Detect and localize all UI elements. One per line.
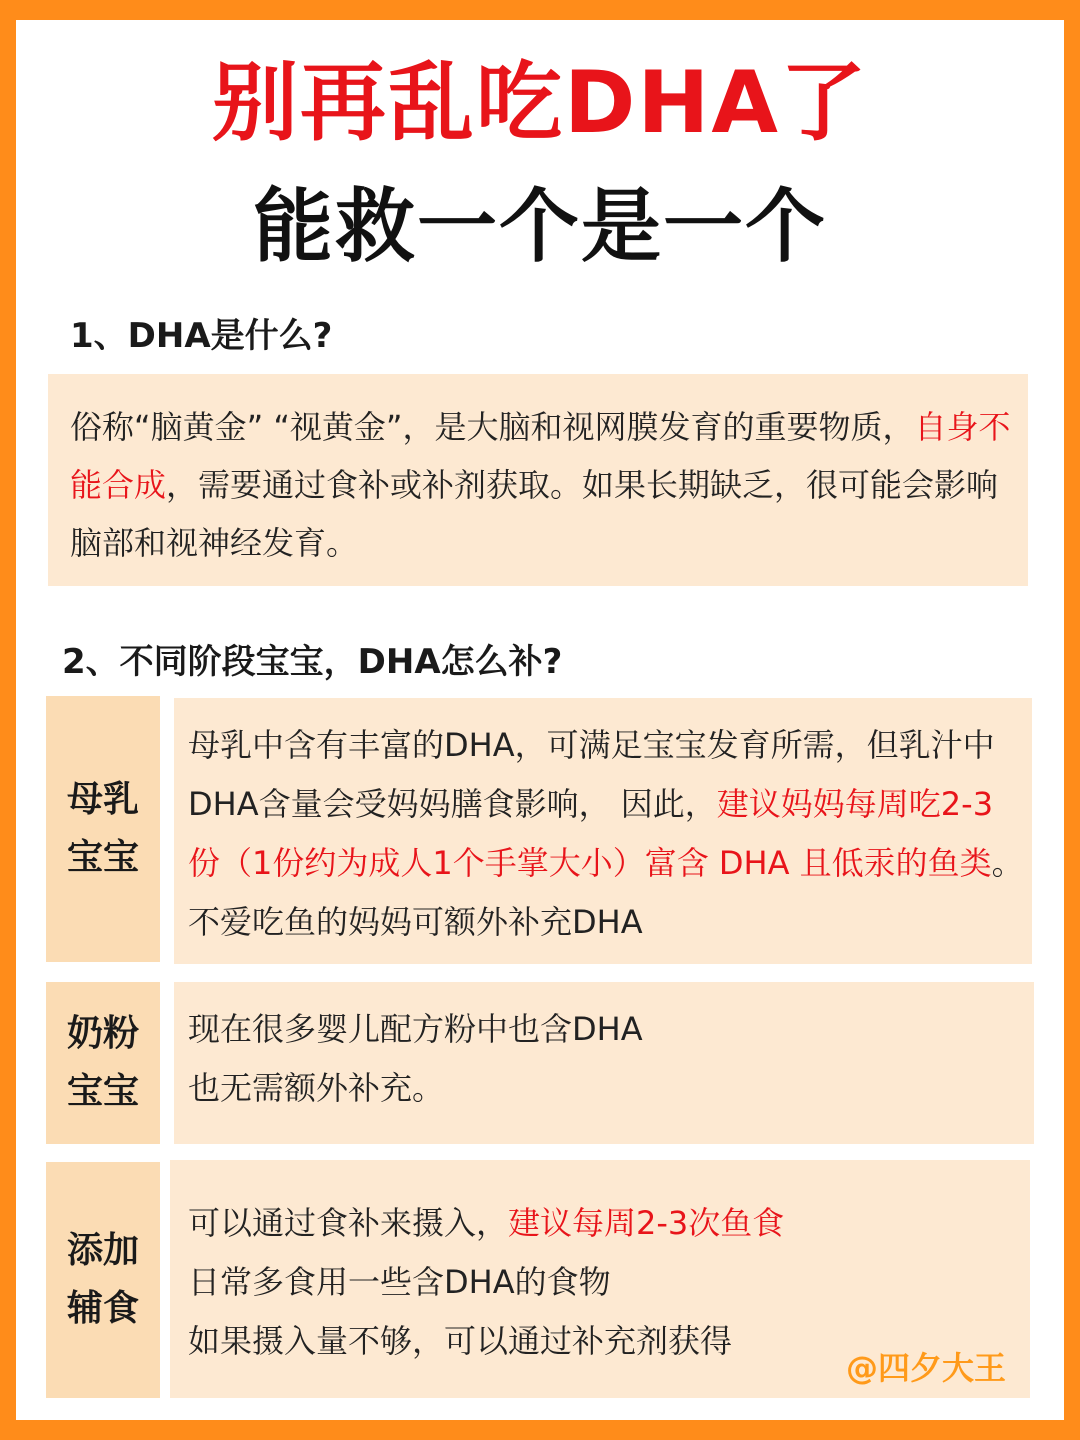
row1-line1: 母乳中含有丰富的DHA，可满足宝宝发育所需，但乳汁中 — [188, 726, 995, 764]
section1-heading: 1、DHA是什么? — [70, 316, 333, 356]
section1-box — [48, 374, 1028, 586]
section2-heading: 2、不同阶段宝宝，DHA怎么补? — [62, 642, 563, 682]
row1-line4: 不爱吃鱼的妈妈可额外补充DHA — [188, 903, 643, 941]
row3-line1-highlight: 建议每周2-3次鱼食 — [508, 1204, 785, 1242]
poster-title: 别再乱吃DHA了 — [212, 53, 868, 153]
row-label-box — [46, 696, 160, 962]
row-content-breastfed — [174, 698, 1032, 964]
row1-line2-highlight: 建议妈妈每周吃2-3 — [716, 785, 994, 823]
row3-line3: 如果摄入量不够，可以通过补充剂获得 — [188, 1322, 733, 1360]
section1-text-highlight: 自身不能合成 — [70, 408, 1011, 504]
row-label-formula: 奶粉宝宝 — [66, 1013, 139, 1112]
section1-paragraph — [70, 398, 1020, 572]
row-content-formula — [174, 982, 1034, 1144]
row1-line3-highlight: 份（1份约为成人1个手掌大小）富含 DHA 且低汞的鱼类 — [188, 844, 992, 882]
row-label-box — [46, 982, 160, 1144]
section1-text-a: 俗称“脑黄金” “视黄金”，是大脑和视网膜发育的重要物质， — [70, 408, 915, 446]
section1-text-b: ，需要通过食补或补剂获取。如果长期缺乏，很可能会影响脑部和视神经发育。 — [70, 466, 999, 562]
row3-line2: 日常多食用一些含DHA的食物 — [188, 1263, 611, 1301]
row2-line1: 现在很多婴儿配方粉中也含DHA — [188, 1010, 643, 1048]
row-label-breastfed: 母乳宝宝 — [66, 779, 139, 878]
row2-line2: 也无需额外补充。 — [188, 1069, 445, 1107]
row-label-solid-food: 添加辅食 — [66, 1230, 139, 1329]
author-watermark: @四夕大王 — [846, 1349, 1007, 1387]
row-label-box — [46, 1162, 160, 1398]
row1-line3-text: 。 — [991, 844, 1024, 882]
row3-line1-text: 可以通过食补来摄入， — [188, 1204, 509, 1242]
row1-line2-text: DHA含量会受妈妈膳食影响， 因此， — [188, 785, 717, 823]
row1-line3 — [188, 834, 1024, 893]
poster-subtitle: 能救一个是一个 — [253, 180, 827, 273]
row3-line1 — [188, 1194, 784, 1253]
row1-line2 — [188, 775, 1024, 834]
